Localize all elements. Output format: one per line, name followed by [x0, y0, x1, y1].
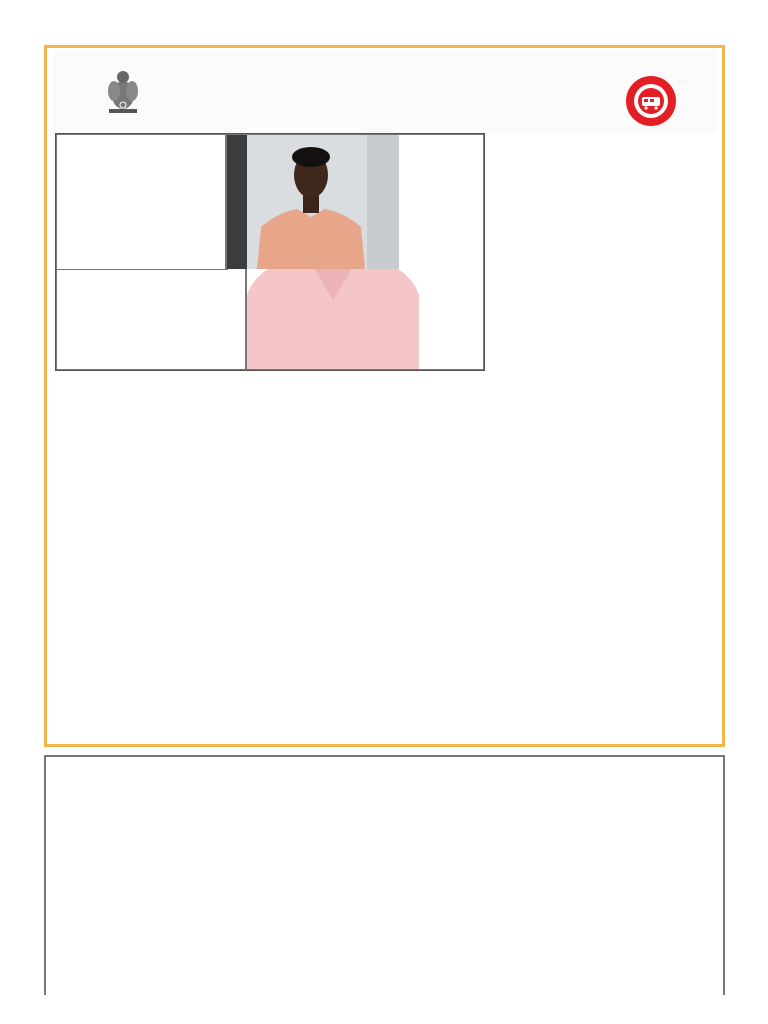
candidate-info-table — [55, 133, 485, 371]
response-sheet-card — [44, 45, 725, 747]
exam-day-photo-cell — [226, 134, 228, 270]
exam-day-photo — [227, 135, 399, 269]
exam-day-photo-label — [56, 134, 226, 270]
section-panel — [44, 755, 725, 995]
indian-railways-logo-icon — [625, 75, 677, 127]
header-banner — [53, 51, 717, 133]
ashoka-emblem-icon — [103, 65, 143, 125]
